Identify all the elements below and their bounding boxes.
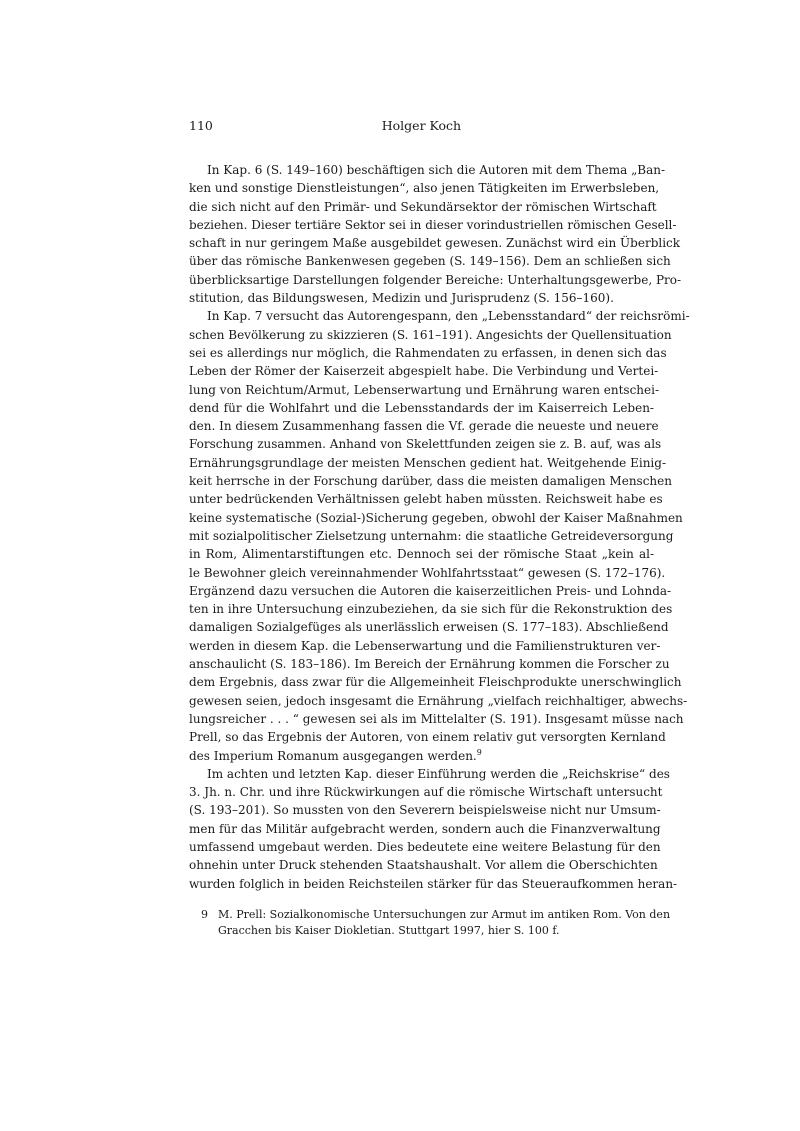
text-line: ken und sonstige Dienstleistungen“, also jenen Tätigkeiten im Erwerbsleben, xyxy=(189,181,660,196)
text-line: wurden folglich in beiden Reichsteilen stärker für das Steueraufkommen heran- xyxy=(189,876,678,891)
text-line: keine systematische (Sozial-)Sicherung gegeben, obwohl der Kaiser Maßnahmen xyxy=(189,510,683,525)
page xyxy=(189,118,690,940)
text-line: lung von Reichtum/Armut, Lebenserwartung und Ernährung waren entschei- xyxy=(189,382,660,397)
text-line: sei es allerdings nur möglich, die Rahmendaten zu erfassen, in denen sich das xyxy=(189,345,667,360)
text-line: ohnehin unter Druck stehenden Staatshaushalt. Vor allem die Oberschichten xyxy=(189,858,658,873)
text-line: Prell, so das Ergebnis der Autoren, von einem relativ gut versorgten Kernland xyxy=(189,730,666,745)
text-line: schaft in nur geringem Maße ausgebildet gewesen. Zunächst wird ein Überblick xyxy=(189,236,681,251)
text-line: lungsreicher . . . “ gewesen sei als im Mittelalter (S. 191). Insgesamt müsse nach xyxy=(189,711,684,726)
page-number: 110 xyxy=(189,118,213,133)
text-line: ten in ihre Untersuchung einzubeziehen, da sie sich für die Rekonstruktion des xyxy=(189,602,673,617)
text-line: mit sozialpolitischer Zielsetzung unternahm: die staatliche Getreideversorgung xyxy=(189,528,674,543)
text-line: den. In diesem Zusammenhang fassen die Vf. gerade die neueste und neuere xyxy=(189,419,659,434)
text-line: stitution, das Bildungswesen, Medizin und Jurisprudenz (S. 156–160). xyxy=(189,291,614,306)
text-line: dem Ergebnis, dass zwar für die Allgemeinheit Fleischprodukte unerschwinglich xyxy=(189,675,682,690)
text-line: gewesen seien, jedoch insgesamt die Ernährung „vielfach reichhaltiger, abwechs- xyxy=(189,693,688,708)
text-line: über das römische Bankenwesen gegeben (S. 149–156). Dem an schließen sich xyxy=(189,254,671,269)
text-line: anschaulicht (S. 183–186). Im Bereich der Ernährung kommen die Forscher zu xyxy=(189,657,670,672)
text-line: beziehen. Dieser tertiäre Sektor sei in dieser vorindustriellen römischen Gesell- xyxy=(189,217,677,232)
text-line: damaligen Sozialgefüges als unerlässlich erweisen (S. 177–183). Abschließend xyxy=(189,620,669,635)
text-line: unter bedrückenden Verhältnissen gelebt haben müssten. Reichsweit habe es xyxy=(189,492,663,507)
footnote-number: 9 xyxy=(201,907,208,921)
text-line: die sich nicht auf den Primär- und Sekundärsektor der römischen Wirtschaft xyxy=(189,199,657,214)
footnotes xyxy=(189,907,671,940)
footnote-text: M. Prell: Sozialkonomische Untersuchungen zur Armut im antiken Rom. Von den xyxy=(218,907,671,921)
paragraph xyxy=(189,765,678,893)
text-line: Im achten und letzten Kap. dieser Einführung werden die „Reichskrise“ des xyxy=(207,766,670,781)
text-line: In Kap. 7 versucht das Autorengespann, den „Lebensstandard“ der reichsrömi- xyxy=(207,309,690,324)
footnote-line xyxy=(201,907,671,924)
running-header xyxy=(189,118,654,134)
text-line: keit herrsche in der Forschung darüber, dass die meisten damaligen Menschen xyxy=(189,474,672,489)
text-line: men für das Militär aufgebracht werden, sondern auch die Finanzverwaltung xyxy=(189,821,661,836)
text-line: (S. 193–201). So mussten von den Severern beispielsweise nicht nur Umsum- xyxy=(189,803,661,818)
text-line: Forschung zusammen. Anhand von Skelettfunden zeigen sie z. B. auf, was als xyxy=(189,437,662,452)
text-line: Ernährungsgrundlage der meisten Menschen gedient hat. Weitgehende Einig- xyxy=(189,455,666,470)
footnote-line: Gracchen bis Kaiser Diokletian. Stuttgart 1997, hier S. 100 f. xyxy=(218,924,560,938)
text-line: In Kap. 6 (S. 149–160) beschäftigen sich die Autoren mit dem Thema „Ban- xyxy=(207,163,666,177)
text-line: Ergänzend dazu versuchen die Autoren die kaiserzeitlichen Preis- und Lohnda- xyxy=(189,583,672,598)
text-line: Leben der Römer der Kaiserzeit abgespielt habe. Die Verbindung und Vertei- xyxy=(189,364,659,379)
text-line xyxy=(189,747,654,765)
paragraph xyxy=(189,161,682,307)
text-line: schen Bevölkerung zu skizzieren (S. 161–191). Angesichts der Quellensituation xyxy=(189,327,672,342)
footnote-reference[interactable]: 9 xyxy=(476,747,482,757)
text-line: le Bewohner gleich vereinnahmender Wohlfahrtsstaat“ gewesen (S. 172–176). xyxy=(189,565,666,580)
main-text xyxy=(189,161,690,893)
running-title: Holger Koch xyxy=(381,118,462,133)
text-line: 3. Jh. n. Chr. und ihre Rückwirkungen auf die römische Wirtschaft untersucht xyxy=(189,785,663,800)
text-line: in Rom, Alimentarstiftungen etc. Dennoch sei der römische Staat „kein al- xyxy=(189,547,654,562)
text-line: dend für die Wohlfahrt und die Lebensstandards der im Kaiserreich Leben- xyxy=(189,400,654,415)
text-line: überblicksartige Darstellungen folgender Bereiche: Unterhaltungsgewerbe, Pro- xyxy=(189,272,682,287)
text-line: werden in diesem Kap. die Lebenserwartung und die Familienstrukturen ver- xyxy=(189,638,661,653)
text-line: umfassend umgebaut werden. Dies bedeutete eine weitere Belastung für den xyxy=(189,839,661,854)
text-line-content: des Imperium Romanum ausgegangen werden. xyxy=(189,748,477,763)
paragraph xyxy=(189,307,690,764)
